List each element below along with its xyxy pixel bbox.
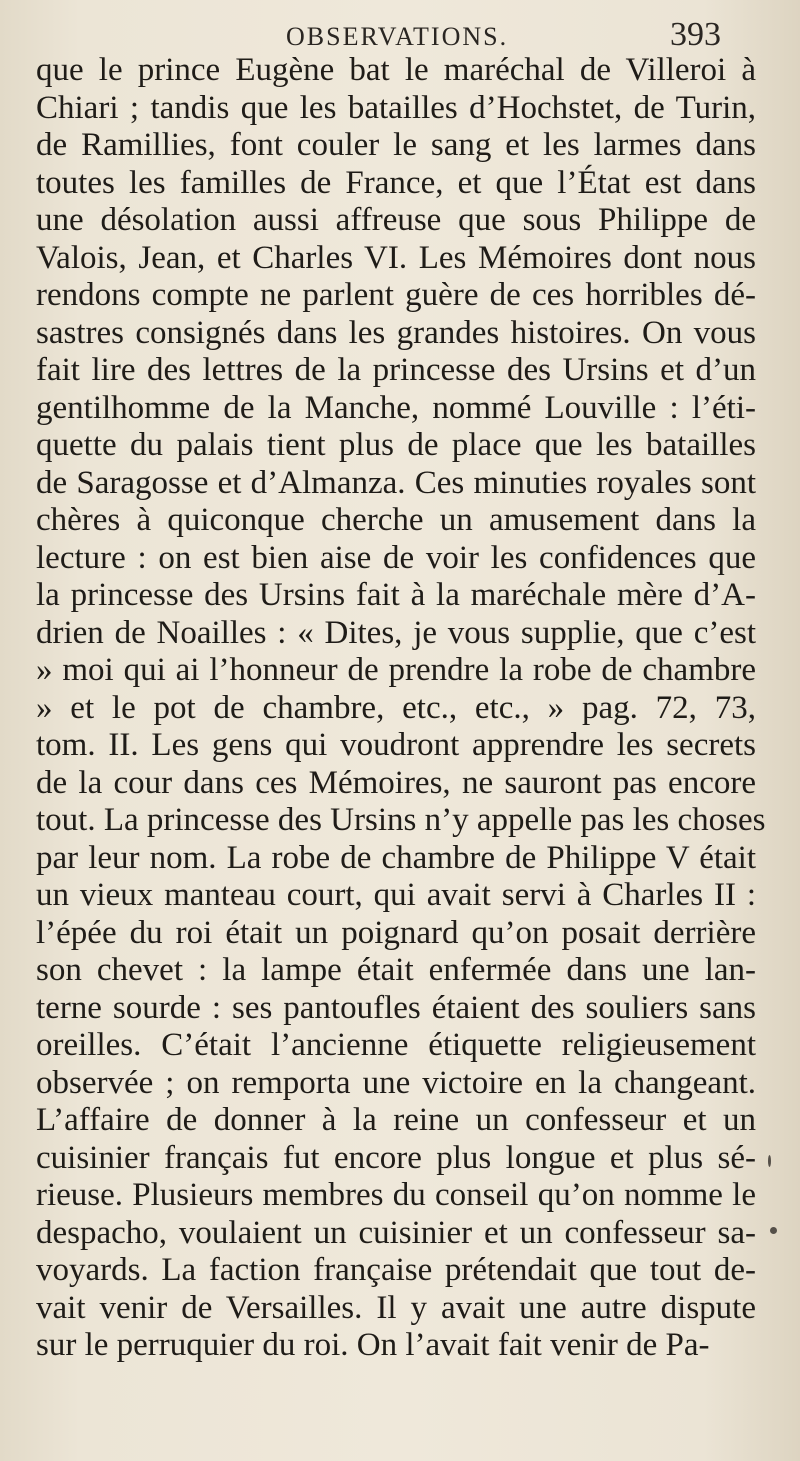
text-line: lecture : on est bien aise de voir les confidences que <box>36 539 756 576</box>
text-line: rieuse. Plusieurs membres du conseil qu’on nomme le <box>36 1177 756 1213</box>
text-line: que le prince Eugène bat le maréchal de Villeroi à <box>36 52 756 88</box>
text-line: gentilhomme de la Manche, nommé Louville : l’éti- <box>36 389 756 426</box>
text-line: L’affaire de donner à la reine un confesseur et un <box>36 1102 756 1138</box>
text-line: de Ramillies, font couler le sang et les larmes dans <box>36 127 756 163</box>
text-line: un vieux manteau court, qui avait servi à Charles II : <box>36 877 756 913</box>
text-line: sur le perruquier du roi. On l’avait fait venir de Pa- <box>36 1327 710 1363</box>
body-text <box>36 52 766 1365</box>
text-line: son chevet : la lampe était enfermée dans une lan- <box>36 952 756 988</box>
ink-mark <box>768 1155 771 1167</box>
text-line: tout. La princesse des Ursins n’y appelle pas les choses <box>36 802 766 838</box>
text-line: terne sourde : ses pantoufles étaient des souliers sans <box>36 989 756 1026</box>
text-line: » moi qui ai l’honneur de prendre la robe de chambre <box>36 652 756 688</box>
text-line: quette du palais tient plus de place que les batailles <box>36 427 756 463</box>
text-line: la princesse des Ursins fait à la maréchale mère d’A- <box>36 577 756 613</box>
text-line: Chiari ; tandis que les batailles d’Hochstet, de Turin, <box>36 89 756 126</box>
text-line: tom. II. Les gens qui voudront apprendre les secrets <box>36 727 756 763</box>
text-line: une désolation aussi affreuse que sous Philippe de <box>36 202 756 238</box>
page-number: 393 <box>670 16 721 53</box>
text-line: » et le pot de chambre, etc., etc., » pag. 72, 73, <box>36 689 756 726</box>
margin-ink-marks <box>764 1155 784 1235</box>
text-line: rendons compte ne parlent guère de ces horribles dé- <box>36 277 756 313</box>
text-line: cuisinier français fut encore plus longue et plus sé- <box>36 1139 756 1176</box>
text-line: de Saragosse et d’Almanza. Ces minuties royales sont <box>36 464 756 501</box>
text-line: de la cour dans ces Mémoires, ne sauront pas encore <box>36 764 756 801</box>
page-header <box>0 14 800 54</box>
text-line: oreilles. C’était l’ancienne étiquette religieusement <box>36 1027 756 1063</box>
text-line: voyards. La faction française prétendait que tout de- <box>36 1252 756 1288</box>
text-line: l’épée du roi était un poignard qu’on posait derrière <box>36 914 756 951</box>
text-line: fait lire des lettres de la princesse des Ursins et d’un <box>36 352 756 388</box>
text-line: observée ; on remporta une victoire en la changeant. <box>36 1064 756 1101</box>
text-line: chères à quiconque cherche un amusement dans la <box>36 502 756 538</box>
text-line: Valois, Jean, et Charles VI. Les Mémoires dont nous <box>36 239 756 276</box>
text-line: toutes les familles de France, et que l’État est dans <box>36 164 756 201</box>
text-line: vait venir de Versailles. Il y avait une autre dispute <box>36 1289 756 1326</box>
text-line: despacho, voulaient un cuisinier et un confesseur sa- <box>36 1214 756 1251</box>
text-line: sastres consignés dans les grandes histoires. On vous <box>36 314 756 351</box>
ink-dot <box>770 1227 777 1234</box>
text-line: par leur nom. La robe de chambre de Philippe V était <box>36 839 756 876</box>
running-head: OBSERVATIONS. <box>286 22 509 51</box>
text-line: drien de Noailles : « Dites, je vous supplie, que c’est <box>36 614 756 651</box>
